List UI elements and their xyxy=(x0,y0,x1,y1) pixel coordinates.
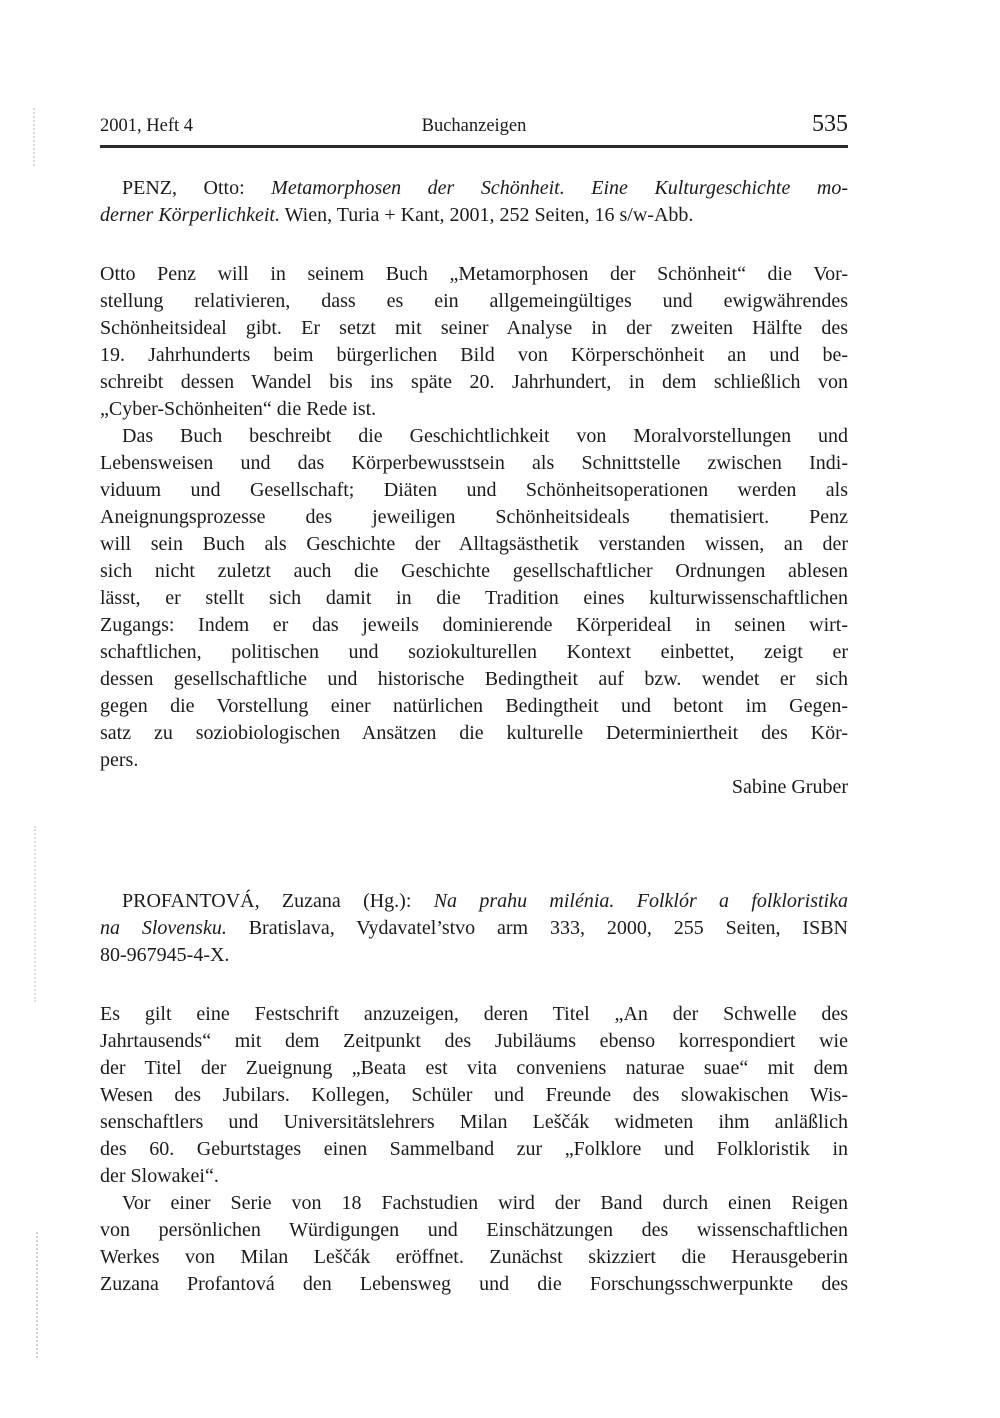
text-line: von persönlichen Würdigungen und Einschätzungen des wissenschaftlichen xyxy=(100,1219,848,1241)
header-page-number: 535 xyxy=(812,111,849,137)
text-line: Lebensweisen und das Körperbewusstsein als Schnittstelle zwischen Indi- xyxy=(100,452,848,474)
bib-imprint: Wien, Turia + Kant, 2001, 252 Seiten, 16 s/w-Abb. xyxy=(279,204,694,226)
text-line: Aneignungsprozesse des jeweiligen Schönheitsideals thematisiert. Penz xyxy=(100,506,848,528)
header-rule xyxy=(100,145,848,148)
review-paragraph xyxy=(100,1001,848,1190)
text-line: senschaftlers und Universitätslehrers Milan Leščák widmeten ihm anläßlich xyxy=(100,1111,848,1133)
text-line xyxy=(100,202,848,229)
text-line: lässt, er stellt sich damit in die Tradition eines kulturwissenschaftlichen xyxy=(100,587,848,609)
text-line: stellung relativieren, dass es ein allgemeingültiges und ewigwährendes xyxy=(100,290,848,312)
text-line xyxy=(100,915,848,942)
header-issue: 2001, Heft 4 xyxy=(100,116,193,136)
text-line: pers. xyxy=(100,749,139,771)
review-paragraph xyxy=(100,1190,848,1298)
reviewer-signature: Sabine Gruber xyxy=(731,776,848,798)
scan-artifact xyxy=(33,108,35,166)
text-line: gegen die Vorstellung einer natürlichen Bedingtheit und betont im Gegen- xyxy=(100,695,848,717)
bib-imprint: Bratislava, Vydavatel’stvo arm 333, 2000, 255 Seiten, ISBN xyxy=(226,917,848,939)
review-paragraph xyxy=(100,261,848,423)
bib-title-italic: Metamorphosen der Schönheit. Eine Kulturgeschichte mo- xyxy=(271,177,848,199)
text-line: dessen gesellschaftliche und historische Bedingtheit auf bzw. wendet er sich xyxy=(100,668,848,690)
text-line: schreibt dessen Wandel bis ins späte 20. Jahrhundert, in dem schließlich von xyxy=(100,371,848,393)
text-line: Otto Penz will in seinem Buch „Metamorphosen der Schönheit“ die Vor- xyxy=(100,263,848,285)
text-line: 19. Jahrhunderts beim bürgerlichen Bild von Körperschönheit an und be- xyxy=(100,344,848,366)
text-line xyxy=(100,175,848,202)
text-line: Zugangs: Indem er das jeweils dominierende Körperideal in seinen wirt- xyxy=(100,614,848,636)
page-header xyxy=(100,112,848,138)
text-line: will sein Buch als Geschichte der Alltagsästhetik verstanden wissen, an der xyxy=(100,533,848,555)
text-line xyxy=(100,888,848,915)
scan-artifact xyxy=(34,826,36,1002)
text-line: Werkes von Milan Leščák eröffnet. Zunächst skizziert die Herausgeberin xyxy=(100,1246,848,1268)
text-line: Schönheitsideal gibt. Er setzt mit seiner Analyse in der zweiten Hälfte des xyxy=(100,317,848,339)
text-line: Es gilt eine Festschrift anzuzeigen, deren Titel „An der Schwelle des xyxy=(100,1003,848,1025)
text-line: der Slowakei“. xyxy=(100,1165,219,1187)
bib-title-italic: derner Körperlichkeit. xyxy=(100,204,280,226)
header-section-title: Buchanzeigen xyxy=(421,116,527,136)
bibliographic-reference xyxy=(100,175,848,229)
book-entry-penz xyxy=(100,175,848,801)
review-paragraph xyxy=(100,423,848,774)
text-line: „Cyber-Schönheiten“ die Rede ist. xyxy=(100,398,377,420)
bib-author: PROFANTOVÁ, Zuzana (Hg.): xyxy=(122,890,434,912)
text-line: viduum und Gesellschaft; Diäten und Schönheitsoperationen werden als xyxy=(100,479,848,501)
bib-title-italic: na Slovensku. xyxy=(100,917,227,939)
page-content xyxy=(100,0,848,1298)
text-line: Zuzana Profantová den Lebensweg und die Forschungsschwerpunkte des xyxy=(100,1273,848,1295)
text-line: Wesen des Jubilars. Kollegen, Schüler und Freunde des slowakischen Wis- xyxy=(100,1084,848,1106)
text-line: Vor einer Serie von 18 Fachstudien wird der Band durch einen Reigen xyxy=(122,1192,848,1214)
text-line: sich nicht zuletzt auch die Geschichte gesellschaftlicher Ordnungen ablesen xyxy=(100,560,848,582)
bib-isbn: 80-967945-4-X. xyxy=(100,944,230,966)
bib-title-italic: Na prahu milénia. Folklór a folkloristika xyxy=(433,890,848,912)
book-entry-profantova xyxy=(100,888,848,1298)
text-line: satz zu soziobiologischen Ansätzen die kulturelle Determiniertheit des Kör- xyxy=(100,722,848,744)
text-line: Das Buch beschreibt die Geschichtlichkeit von Moralvorstellungen und xyxy=(122,425,848,447)
text-line: der Titel der Zueignung „Beata est vita conveniens naturae suae“ mit dem xyxy=(100,1057,848,1079)
bibliographic-reference xyxy=(100,888,848,969)
text-line: schaftlichen, politischen und soziokulturellen Kontext einbettet, zeigt er xyxy=(100,641,848,663)
text-line: des 60. Geburtstages einen Sammelband zur „Folklore und Folkloristik in xyxy=(100,1138,848,1160)
scan-artifact xyxy=(36,1232,38,1358)
bib-author: PENZ, Otto: xyxy=(122,177,272,199)
text-line: Jahrtausends“ mit dem Zeitpunkt des Jubiläums ebenso korrespondiert wie xyxy=(100,1030,848,1052)
